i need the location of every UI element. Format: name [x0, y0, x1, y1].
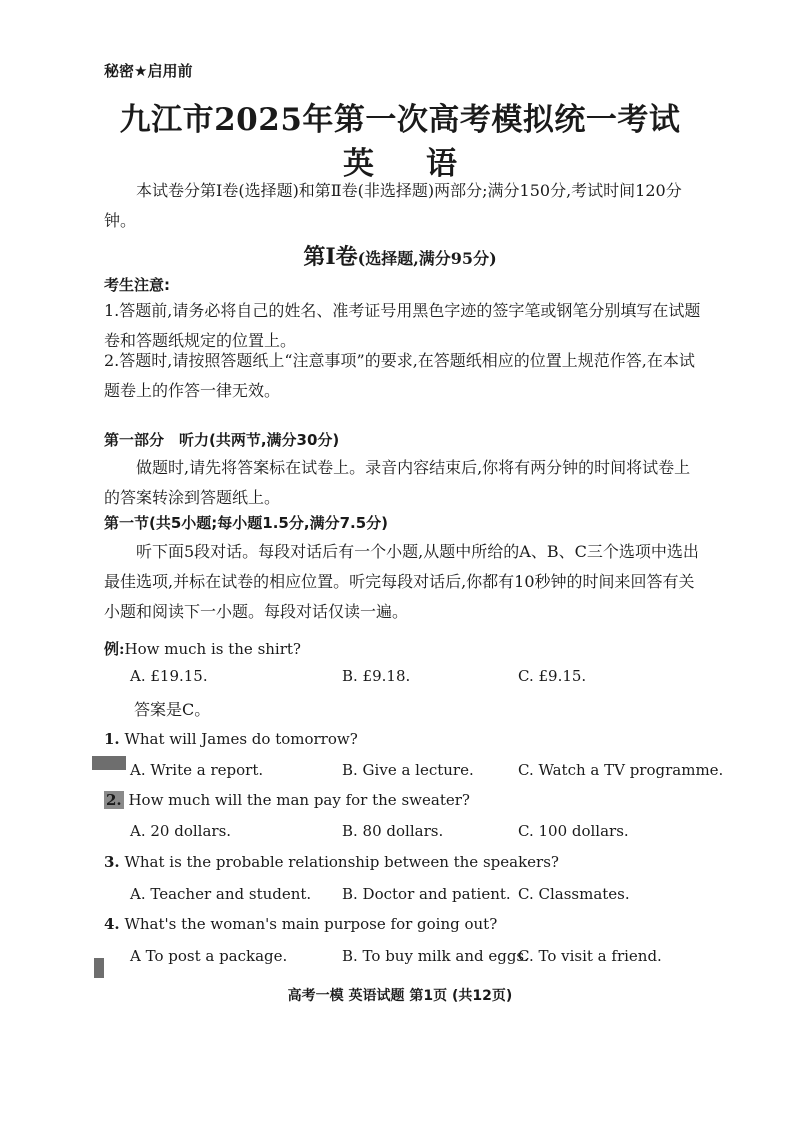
notice-heading: 考生注意: — [104, 276, 170, 294]
example-text: How much is the shirt? — [124, 640, 301, 658]
question-3-option-c: C. Classmates. — [518, 885, 630, 903]
volume-note: (选择题,满分95分) — [357, 249, 497, 268]
page-footer: 高考一模 英语试题 第1页 (共12页) — [287, 988, 513, 1004]
part1-heading: 第一部分 听力(共两节,满分30分) — [104, 431, 340, 449]
section1-instruction: 听下面5段对话。每段对话后有一个小题,从题中所给的A、B、C三个选项中选出最佳选项,并标在试卷的相应位置。听完每段对话后,你都有10秒钟的时间来回答有关小题和阅读下一小题。每段对话仅读一遍。 — [104, 542, 699, 621]
example-answer: 答案是C。 — [134, 700, 211, 719]
volume-title — [0, 240, 800, 271]
question-2 — [104, 791, 470, 809]
subject-char-2: 语 — [426, 146, 457, 182]
question-2-option-c: C. 100 dollars. — [518, 822, 629, 840]
section1-heading: 第一节(共5小题;每小题1.5分,满分7.5分) — [104, 514, 388, 532]
question-4 — [104, 915, 497, 933]
example-label: 例: — [104, 640, 125, 658]
question-number: 4. — [104, 915, 120, 933]
example-option-c: C. £9.15. — [518, 667, 587, 685]
secret-label: 秘密★启用前 — [104, 62, 193, 80]
part1-instruction: 做题时,请先将答案标在试卷上。录音内容结束后,你将有两分钟的时间将试卷上的答案转涂到答题纸上。 — [104, 458, 691, 507]
question-1-option-c: C. Watch a TV programme. — [518, 761, 724, 779]
question-3-option-b: B. Doctor and patient. — [342, 885, 511, 903]
question-4-option-c: C. To visit a friend. — [518, 947, 662, 965]
volume-label: 第Ⅰ卷 — [303, 244, 358, 270]
question-number: 3. — [104, 853, 120, 871]
question-3 — [104, 853, 559, 871]
question-text: What will James do tomorrow? — [124, 730, 358, 748]
question-number: 1. — [104, 730, 120, 748]
question-text: What is the probable relationship between the speakers? — [124, 853, 559, 871]
question-4-option-b: B. To buy milk and eggs. — [342, 947, 529, 965]
question-1-option-a: A. Write a report. — [130, 761, 264, 779]
question-text: How much will the man pay for the sweater? — [128, 791, 470, 809]
scan-mark — [92, 756, 126, 770]
example-option-b: B. £9.18. — [342, 667, 411, 685]
question-3-option-a: A. Teacher and student. — [130, 885, 312, 903]
question-text: What's the woman's main purpose for going out? — [124, 915, 498, 933]
exam-title: 九江市2025年第一次高考模拟统一考试 — [119, 102, 681, 138]
example-question — [104, 638, 301, 659]
question-1 — [104, 730, 358, 748]
example-option-a: A. £19.15. — [130, 667, 208, 685]
intro-paragraph: 本试卷分第Ⅰ卷(选择题)和第Ⅱ卷(非选择题)两部分;满分150分,考试时间120分钟。 — [104, 181, 682, 230]
question-2-option-b: B. 80 dollars. — [342, 822, 444, 840]
subject-char-1: 英 — [343, 146, 374, 182]
scan-mark — [94, 958, 104, 978]
question-4-option-a: A To post a package. — [130, 947, 288, 965]
notice-item-2: 2.答题时,请按照答题纸上“注意事项”的要求,在答题纸相应的位置上规范作答,在本试题卷上的作答一律无效。 — [104, 351, 695, 400]
question-number: 2. — [106, 791, 122, 809]
question-2-option-a: A. 20 dollars. — [130, 822, 232, 840]
notice-item-1: 1.答题前,请务必将自己的姓名、准考证号用黑色字迹的签字笔或钢笔分别填写在试题卷和答题纸规定的位置上。 — [104, 301, 701, 350]
question-1-option-b: B. Give a lecture. — [342, 761, 474, 779]
